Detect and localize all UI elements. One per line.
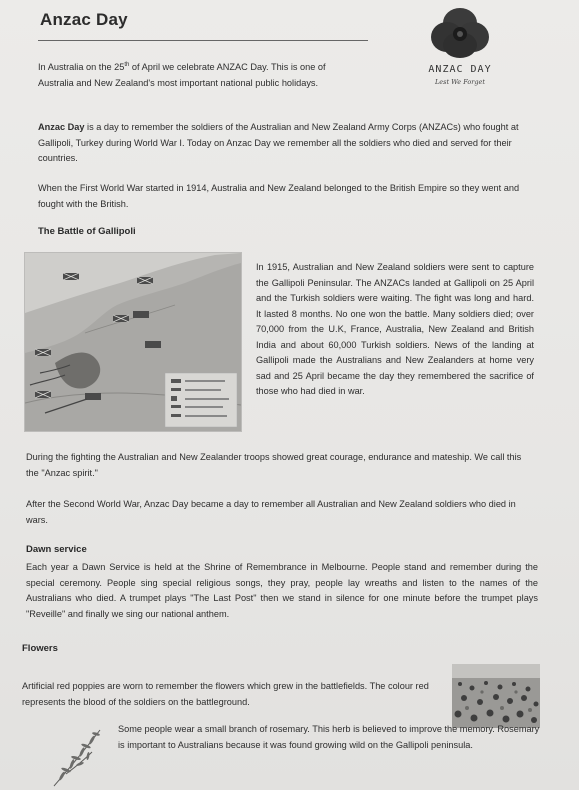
rosemary-sprig-icon xyxy=(44,724,110,790)
flowers-heading: Flowers xyxy=(22,643,58,654)
rosemary-paragraph: Some people wear a small branch of rosemary. This herb is believed to improve the memory. Rosemary is important to Australians because it was found growing wild on the Gallipoli peninsula. xyxy=(118,724,540,750)
dawn-service-heading: Dawn service xyxy=(26,544,87,555)
page-title: Anzac Day xyxy=(40,10,128,29)
flowers-paragraph: Artificial red poppies are worn to remember the flowers which grew in the battlefields. The colour red represents the blood of the soldiers on the battleground. xyxy=(22,681,429,707)
anzac-spirit-paragraph: During the fighting the Australian and New Zealander troops showed great courage, endurance and mateship. We call this the "Anzac spirit." xyxy=(26,452,522,478)
dawn-service-paragraph: Each year a Dawn Service is held at the Shrine of Remembrance in Melbourne. People stand and remember during the special ceremony. People sing special religious songs, they pray, people lay wreaths and listen to the names of the Australians who died. A trumpet plays "The Last Post" then we stand in silence for one minute before the trumpet plays "Reveille" and finally we sing our national anthem. xyxy=(26,562,538,619)
ww2-paragraph: After the Second World War, Anzac Day became a day to remember all Australian and New Zealand soldiers who died in wars. xyxy=(26,499,516,525)
logo-title: ANZAC DAY xyxy=(428,64,492,75)
intro-text-end: of April we celebrate ANZAC Day. This is one of Australia and New Zealand's most important national public holidays. xyxy=(38,62,326,88)
intro-text-start: In Australia on the 25 xyxy=(38,62,125,73)
gallipoli-map-image xyxy=(24,252,242,432)
battle-heading: The Battle of Gallipoli xyxy=(38,226,136,237)
title-divider xyxy=(38,40,368,41)
anzac-definition-paragraph xyxy=(38,120,538,167)
anzac-day-bold: Anzac Day xyxy=(38,122,85,132)
intro-paragraph xyxy=(38,58,338,91)
battle-paragraph: In 1915, Australian and New Zealand soldiers were sent to capture the Gallipoli Peninsular. The ANZACs landed at Gallipoli on 25 April and the Turkish soldiers were waiting. The fight was long and hard. It lasted 8 months. No one won the battle. Many soldiers died; over 70,000 from the U.K, France, Australia, New Zealand and British India and about 60,000 Turkish soldiers. News of the landing at Gallipoli made the Australians and New Zealanders at home very sad and 25 April became the day they remembered the sacrifice of those who had died in war. xyxy=(256,262,534,396)
ww1-paragraph: When the First World War started in 1914, Australia and New Zealand belonged to the British Empire so they went and fought with the British. xyxy=(38,183,520,209)
intro-superscript: th xyxy=(124,62,130,68)
logo-subtitle: Lest We Forget xyxy=(434,78,486,86)
poppy-field-image xyxy=(452,664,540,728)
anzac-definition-text: is a day to remember the soldiers of the Australian and New Zealand Army Corps (ANZACs) who fought at Gallipoli, Turkey during World War I. Today on Anzac Day we remember all the soldiers who died and served for their countries. xyxy=(38,122,519,163)
